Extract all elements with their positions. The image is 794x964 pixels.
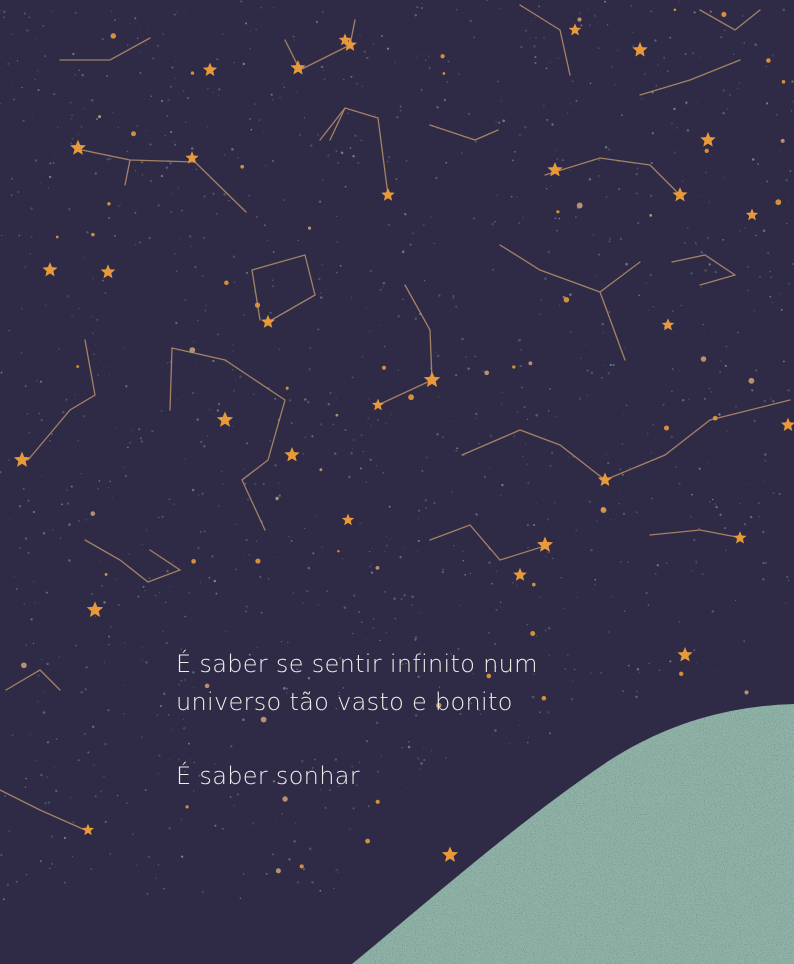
poem-line-1: É saber se sentir infinito num — [176, 650, 538, 678]
poem-line-3: É saber sonhar — [176, 762, 360, 790]
stanza-gap — [176, 721, 538, 757]
poem-line-2: universo tão vasto e bonito — [176, 688, 513, 716]
poem-text — [176, 645, 538, 795]
